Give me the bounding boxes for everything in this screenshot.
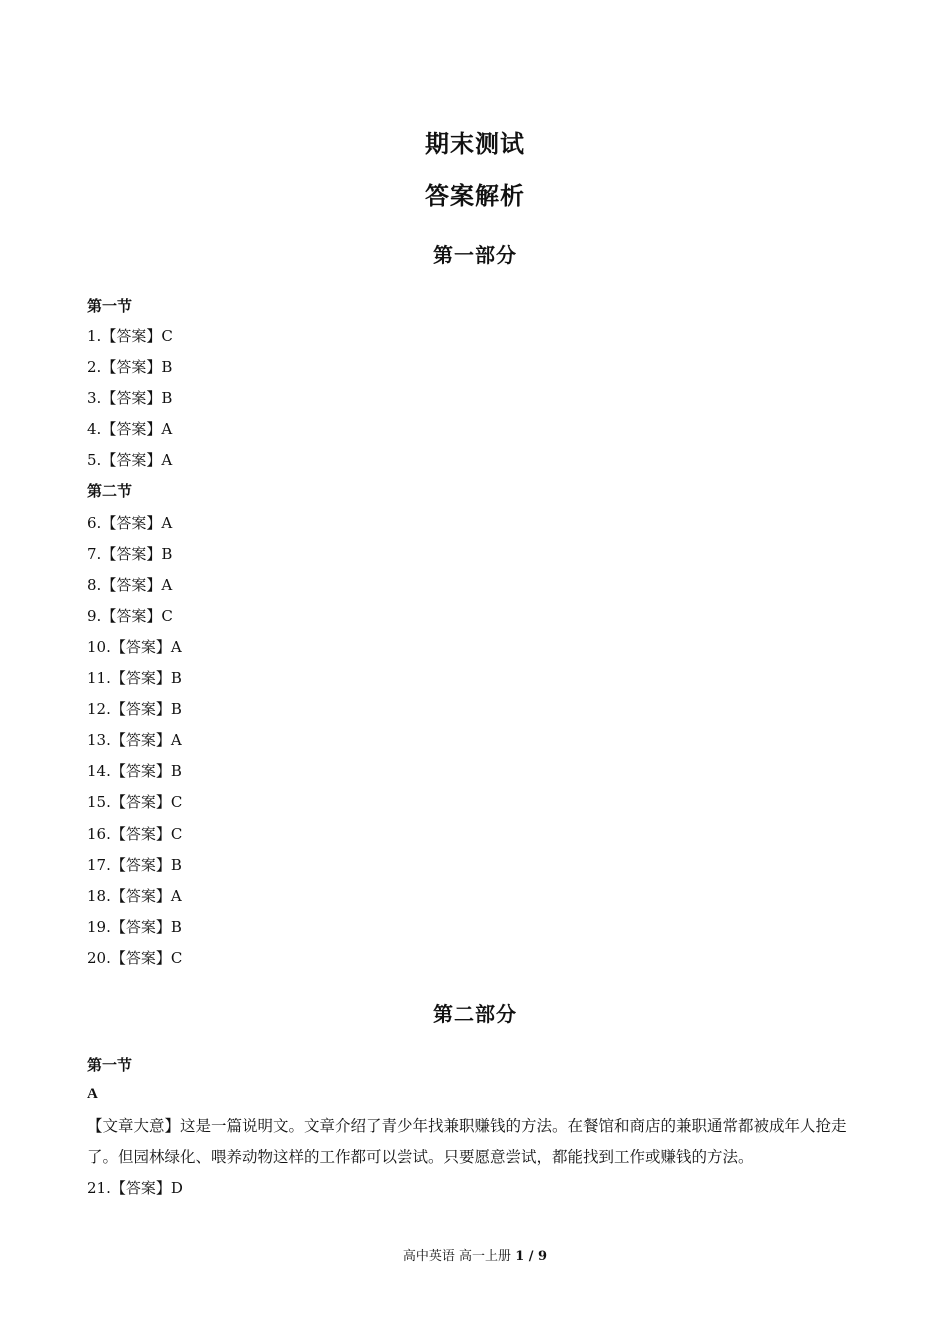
part1-answer-list — [87, 324, 182, 977]
answer-ans: B — [161, 389, 173, 408]
answer-num: 19. — [87, 917, 111, 936]
answer-tag: 【答案】 — [101, 420, 162, 439]
answer-item — [87, 790, 182, 821]
answer-21: 21.【答案】D — [87, 1179, 183, 1197]
answer-item — [87, 448, 182, 479]
answer-num: 15. — [87, 793, 111, 812]
page-footer — [0, 1245, 950, 1264]
answer-tag: 【答案】 — [110, 917, 171, 936]
answer-num: 5. — [87, 451, 102, 470]
answer-num: 20. — [87, 948, 111, 967]
answer-item — [87, 635, 182, 666]
answer-ans: A — [161, 420, 173, 439]
document-title: 期末测试 — [425, 130, 525, 158]
answer-tag: 【答案】 — [110, 700, 171, 719]
answer-ans: B — [170, 669, 182, 688]
answer-tag: 【答案】 — [110, 762, 171, 781]
answer-tag: 【答案】 — [110, 886, 171, 905]
answer-item — [87, 728, 182, 759]
part2-section1-heading: 第一节 — [87, 1056, 133, 1074]
answer-item — [87, 915, 182, 946]
answer-item — [87, 666, 182, 697]
part1-section1-heading: 第一节 — [87, 297, 133, 315]
answer-num: 7. — [87, 544, 102, 563]
answer-ans: A — [170, 637, 182, 656]
passage-label: A — [87, 1086, 98, 1102]
answer-ans: C — [170, 793, 183, 812]
answer-ans: C — [170, 948, 183, 967]
answer-tag: 【答案】 — [110, 669, 171, 688]
answer-num: 11. — [87, 669, 111, 688]
answer-item — [87, 853, 182, 884]
answer-num: 2. — [87, 358, 102, 377]
answer-tag: 【答案】 — [101, 327, 162, 345]
answer-num: 16. — [87, 824, 111, 843]
answer-item — [87, 604, 182, 635]
answer-num: 6. — [87, 513, 102, 532]
answer-item — [87, 542, 182, 573]
answer-tag: 【答案】 — [110, 948, 171, 967]
answer-num: 17. — [87, 855, 111, 874]
answer-num: 9. — [87, 606, 102, 625]
answer-num: 1. — [87, 327, 102, 345]
answer-num: 4. — [87, 420, 102, 439]
answer-ans: A — [170, 886, 182, 905]
answer-item — [87, 355, 182, 386]
answer-item — [87, 386, 182, 417]
part1-section2-heading: 第二节 — [87, 482, 133, 501]
answer-ans: A — [161, 451, 173, 470]
answer-ans: A — [170, 731, 182, 750]
footer-page-number: 1 / 9 — [515, 1249, 548, 1264]
answer-item — [87, 822, 182, 853]
answer-item — [87, 759, 182, 790]
answer-tag: 【答案】 — [101, 451, 162, 470]
part1-heading: 第一部分 — [433, 243, 517, 267]
answer-item — [87, 573, 182, 604]
answer-num: 13. — [87, 731, 111, 750]
answer-item — [87, 511, 182, 542]
answer-ans: C — [170, 824, 183, 843]
part2-heading: 第二部分 — [433, 1002, 517, 1026]
answer-num: 8. — [87, 575, 102, 594]
answer-tag: 【答案】 — [101, 544, 162, 563]
answer-num: 18. — [87, 886, 111, 905]
answer-ans: B — [170, 855, 182, 874]
answer-tag: 【答案】 — [110, 855, 171, 874]
answer-ans: A — [161, 513, 173, 532]
answer-tag: 【答案】 — [110, 793, 171, 812]
footer-subject: 高中英语 高一上册 — [402, 1249, 512, 1264]
answer-num: 10. — [87, 637, 111, 656]
answer-tag: 【答案】 — [101, 575, 162, 594]
answer-tag: 【答案】 — [101, 358, 162, 377]
answer-tag: 【答案】 — [101, 606, 162, 625]
document-subtitle: 答案解析 — [425, 182, 525, 210]
answer-item — [87, 324, 182, 355]
answer-item — [87, 884, 182, 915]
answer-num: 12. — [87, 700, 111, 719]
answer-tag: 【答案】 — [101, 513, 162, 532]
answer-ans: B — [170, 700, 182, 719]
answer-ans: C — [161, 327, 173, 345]
answer-ans: C — [161, 606, 173, 625]
answer-tag: 【答案】 — [110, 824, 171, 843]
answer-tag: 【答案】 — [101, 389, 162, 408]
answer-ans: A — [161, 575, 173, 594]
answer-item — [87, 417, 182, 448]
answer-ans: B — [161, 358, 173, 377]
answer-num: 14. — [87, 762, 111, 781]
answer-item — [87, 946, 182, 977]
answer-tag: 【答案】 — [110, 637, 171, 656]
answer-ans: B — [170, 762, 182, 781]
answer-ans: B — [161, 544, 173, 563]
answer-item — [87, 697, 182, 728]
answer-ans: B — [170, 917, 182, 936]
passage-summary: 【文章大意】这是一篇说明文。文章介绍了青少年找兼职赚钱的方法。在餐馆和商店的兼职通常都被成年人抢走了。但园林绿化、喂养动物这样的工作都可以尝试。只要愿意尝试，都能找到工作或赚钱的方法。 — [87, 1117, 847, 1166]
answer-tag: 【答案】 — [110, 731, 171, 750]
answer-num: 3. — [87, 389, 102, 408]
